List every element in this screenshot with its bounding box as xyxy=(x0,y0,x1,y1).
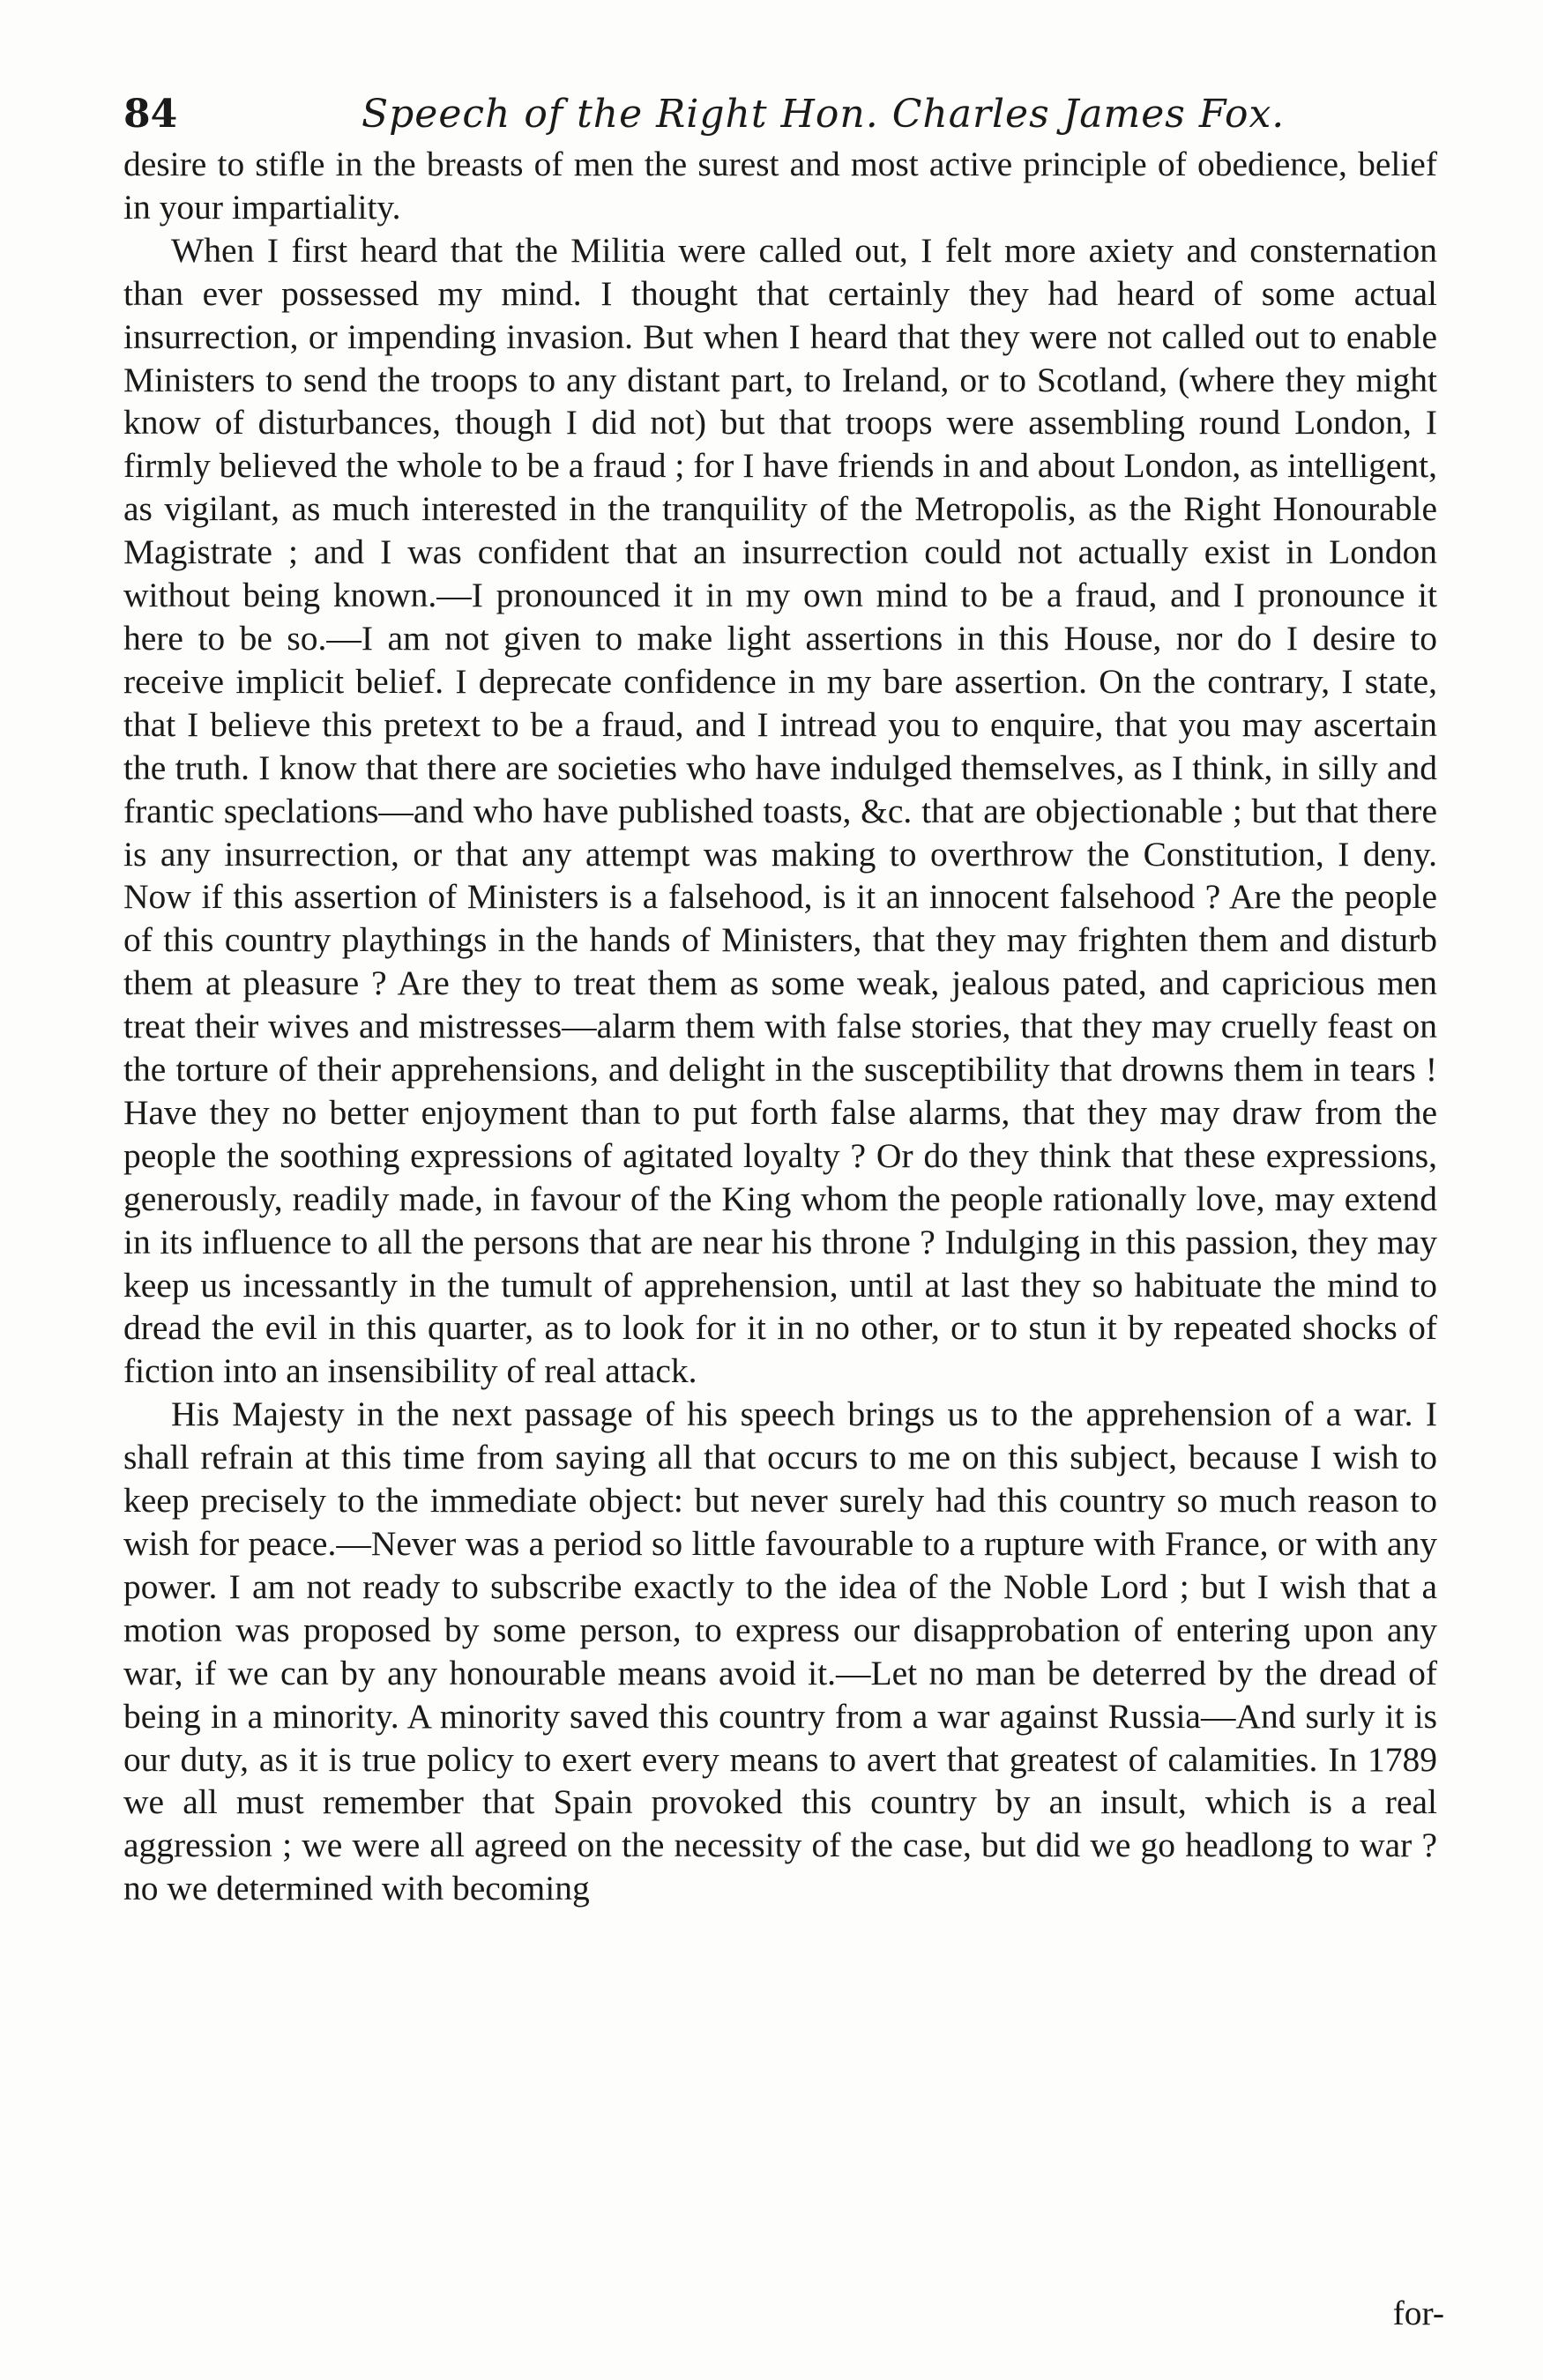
body-text xyxy=(123,143,1437,1910)
paragraph-militia: When I first heard that the Militia were called out, I felt more axiety and consternation than ever possessed my mind. I thought that certainly they had heard of some actual insurrection, or impending invasion. But when I heard that they were not called out to enable Ministers to send the troops to any distant part, to Ireland, or to Scotland, (where they might know of disturbances, though I did not) but that troops were assembling round London, I firmly believed the whole to be a fraud ; for I have friends in and about London, as intelligent, as vigilant, as much interested in the tranquility of the Metropolis, as the Right Honourable Magistrate ; and I was confident that an insurrection could not actually exist in London without being known.—I pronounced it in my own mind to be a fraud, and I pronounce it here to be so.—I am not given to make light assertions in this House, nor do I desire to receive implicit belief. I deprecate confidence in my bare assertion. On the contrary, I state, that I believe this pretext to be a fraud, and I intread you to enquire, that you may ascertain the truth. I know that there are societies who have indulged themselves, as I think, in silly and frantic speclations—and who have published toasts, &c. that are objectionable ; but that there is any insurrection, or that any attempt was making to overthrow the Constitution, I deny. Now if this assertion of Ministers is a falsehood, is it an innocent falsehood ? Are the people of this country playthings in the hands of Ministers, that they may frighten them and disturb them at pleasure ? Are they to treat them as some weak, jealous pated, and capricious men treat their wives and mistresses—alarm them with false stories, that they may cruelly feast on the torture of their apprehensions, and delight in the susceptibility that drowns them in tears ! Have they no better enjoyment than to put forth false alarms, that they may draw from the people the soothing expressions of agitated loyalty ? Or do they think that these expressions, generously, readily made, in favour of the King whom the people rationally love, may extend in its influence to all the persons that are near his throne ? Indulging in this passion, they may keep us incessantly in the tumult of apprehension, until at last they so habituate the mind to dread the evil in this quarter, as to look for it in no other, or to stun it by repeated shocks of fiction into an insensibility of real attack. xyxy=(123,230,1437,1391)
paragraph-continued: desire to stifle in the breasts of men the surest and most active principle of obedience, belief in your impartiality. xyxy=(123,145,1437,227)
running-head: Speech of the Right Hon. Charles James Fox. xyxy=(362,92,1286,137)
catchword: for- xyxy=(1392,2294,1444,2332)
paragraph-war: His Majesty in the next passage of his speech brings us to the apprehension of a war. I shall refrain at this time from saying all that occurs to me on this subject, because I wish to keep precisely to the immediate object: but never surely had this country so much reason to wish for peace.—Never was a period so little favourable to a rupture with France, or with any power. I am not ready to subscribe exactly to the idea of the Noble Lord ; but I wish that a motion was proposed by some person, to express our disapprobation of entering upon any war, if we can by any honourable means avoid it.—Let no man be deterred by the dread of being in a minority. A minority saved this country from a war against Russia—And surly it is our duty, as it is true policy to exert every means to avert that greatest of calamities. In 1789 we all must remember that Spain provoked this country by an insult, which is a real aggression ; we were all agreed on the necessity of the case, but did we go headlong to war ? no we determined with becoming xyxy=(123,1395,1437,1908)
page-header xyxy=(123,88,1428,141)
page-number: 84 xyxy=(123,92,178,137)
